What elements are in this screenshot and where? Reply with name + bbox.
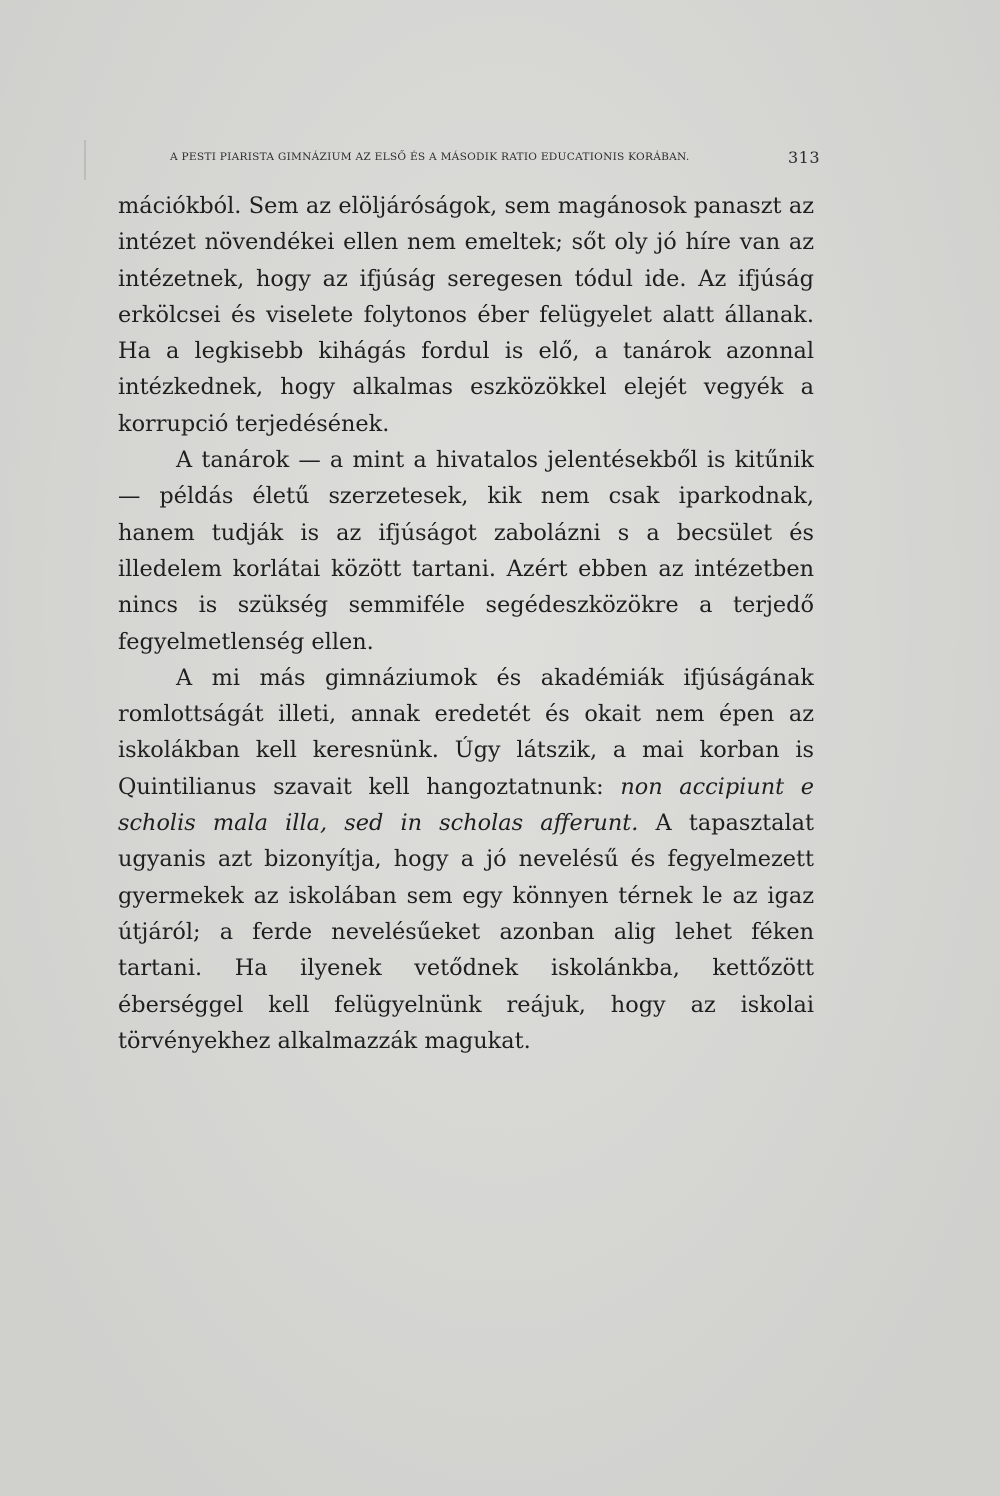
running-header	[170, 148, 820, 170]
paragraph-3-text-after: A tapasztalat ugyanis azt bizonyítja, hogy a jó nevelésű és fegyelmezett gyermekek az iskolában sem egy könnyen térnek le az igaz útjáról; a ferde nevelésűeket azonban alig lehet féken tartani. Ha ilyenek vetődnek iskolánkba, kettőzött éberséggel kell felügyelnünk reájuk, hogy az iskolai törvényekhez alkalmazzák magukat.	[118, 810, 815, 1054]
page-number: 313	[787, 148, 820, 167]
paragraph-2: A tanárok — a mint a hivatalos jelentésekből is kitűnik — példás életű szerzetesek, kik nem csak iparkodnak, hanem tudják is az ifjúságot zabolázni s a becsület és illedelem korlátai között tartani. Azért ebben az intézetben nincs is szükség semmiféle segédeszközökre a terjedő fegyelmetlenség ellen.	[118, 447, 814, 655]
paragraph-3-text-before: A mi más gimnáziumok és akadémiák ifjúságának romlottságát illeti, annak eredetét és okait nem épen az iskolákban kell keresnünk. Úgy látszik, a mai korban is Quintilianus szavait kell hangoztatnunk:	[118, 664, 814, 800]
paragraph-3	[118, 660, 814, 1059]
paragraph-1: mációkból. Sem az elöljáróságok, sem magánosok panaszt az intézet növendékei ellen nem emeltek; sőt oly jó híre van az intézetnek, hogy az ifjúság seregesen tódul ide. Az ifjúság erkölcsei és viselete folytonos éber felügyelet alatt állanak. Ha a legkisebb kihágás fordul is elő, a tanárok azonnal intézkednek, hogy alkalmas eszközökkel elejét vegyék a korrupció terjedésének.	[118, 193, 814, 437]
gutter-shadow	[84, 140, 86, 180]
running-title: A PESTI PIARISTA GIMNÁZIUM AZ ELSŐ ÉS A MÁSODIK RATIO EDUCATIONIS KORÁBAN.	[170, 151, 690, 163]
body-text	[118, 188, 814, 1059]
latin-quotation: non accipiunt e scholis mala illa, sed in scholas afferunt.	[118, 773, 814, 837]
